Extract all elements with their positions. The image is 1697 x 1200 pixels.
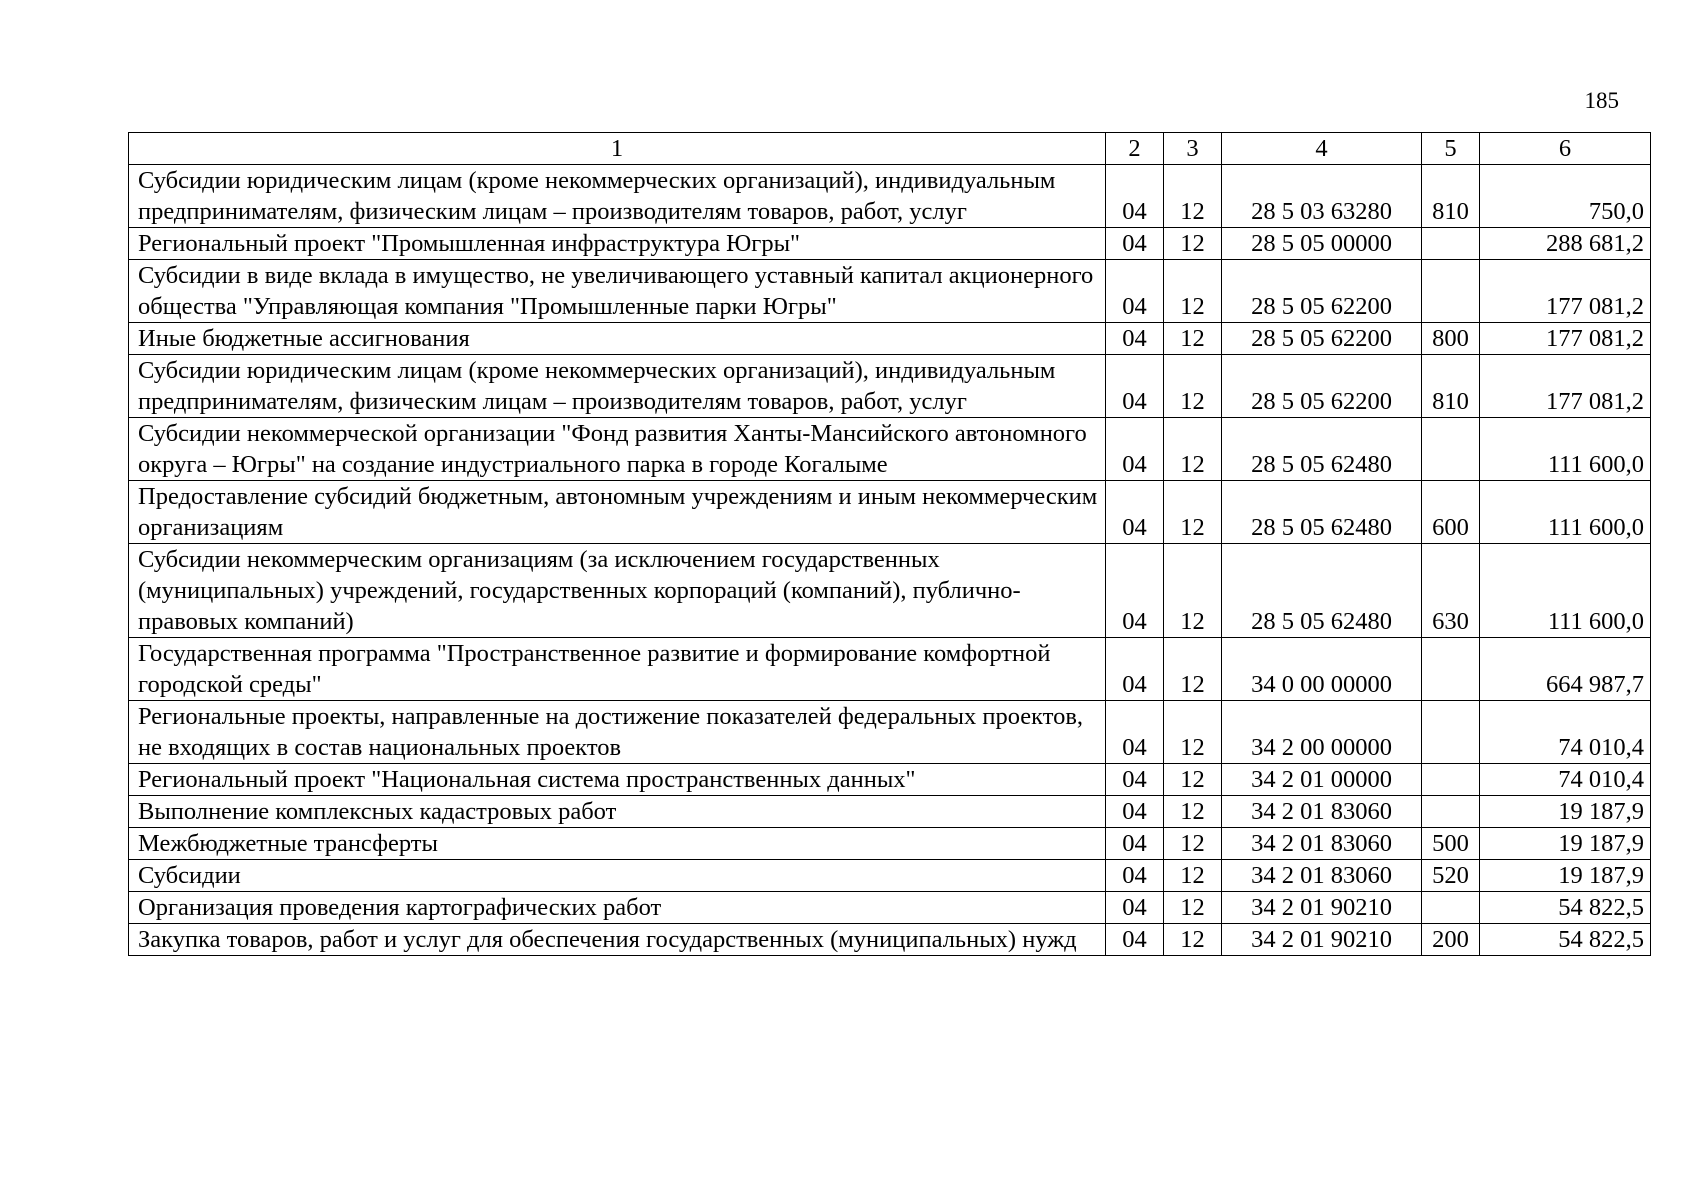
target-article-cell: 28 5 05 62200 xyxy=(1222,323,1422,355)
table-row xyxy=(129,165,1651,228)
table-row xyxy=(129,638,1651,701)
amount-cell: 74 010,4 xyxy=(1480,764,1651,796)
expense-type-cell: 810 xyxy=(1422,165,1480,228)
section-code-cell: 04 xyxy=(1106,355,1164,418)
table-row xyxy=(129,355,1651,418)
row-name-cell: Субсидии в виде вклада в имущество, не увеличивающего уставный капитал акционерного общества "Управляющая компания "Промышленные парки Югры" xyxy=(129,260,1106,323)
row-name-cell: Предоставление субсидий бюджетным, автономным учреждениям и иным некоммерческим организациям xyxy=(129,481,1106,544)
row-name-cell: Субсидии юридическим лицам (кроме некоммерческих организаций), индивидуальным предпринимателям, физическим лицам – производителям товаров, работ, услуг xyxy=(129,355,1106,418)
table-row xyxy=(129,323,1651,355)
target-article-cell: 34 2 01 00000 xyxy=(1222,764,1422,796)
subsection-code-cell: 12 xyxy=(1164,828,1222,860)
expense-type-cell: 600 xyxy=(1422,481,1480,544)
target-article-cell: 34 2 01 83060 xyxy=(1222,860,1422,892)
amount-cell: 288 681,2 xyxy=(1480,228,1651,260)
expense-type-cell xyxy=(1422,796,1480,828)
subsection-code-cell: 12 xyxy=(1164,165,1222,228)
row-name-cell: Иные бюджетные ассигнования xyxy=(129,323,1106,355)
table-row xyxy=(129,892,1651,924)
amount-cell: 177 081,2 xyxy=(1480,355,1651,418)
column-header: 6 xyxy=(1480,133,1651,165)
budget-table xyxy=(128,132,1651,956)
table-row xyxy=(129,544,1651,638)
amount-cell: 54 822,5 xyxy=(1480,892,1651,924)
expense-type-cell xyxy=(1422,892,1480,924)
subsection-code-cell: 12 xyxy=(1164,418,1222,481)
expense-type-cell xyxy=(1422,260,1480,323)
table-row xyxy=(129,228,1651,260)
target-article-cell: 28 5 05 62480 xyxy=(1222,544,1422,638)
amount-cell: 19 187,9 xyxy=(1480,796,1651,828)
table-row xyxy=(129,418,1651,481)
target-article-cell: 28 5 05 62480 xyxy=(1222,418,1422,481)
column-header: 3 xyxy=(1164,133,1222,165)
amount-cell: 750,0 xyxy=(1480,165,1651,228)
expense-type-cell xyxy=(1422,701,1480,764)
section-code-cell: 04 xyxy=(1106,796,1164,828)
column-header: 4 xyxy=(1222,133,1422,165)
table-row xyxy=(129,764,1651,796)
amount-cell: 19 187,9 xyxy=(1480,860,1651,892)
column-header: 5 xyxy=(1422,133,1480,165)
amount-cell: 177 081,2 xyxy=(1480,260,1651,323)
table-row xyxy=(129,924,1651,956)
subsection-code-cell: 12 xyxy=(1164,481,1222,544)
target-article-cell: 28 5 05 00000 xyxy=(1222,228,1422,260)
table-row xyxy=(129,796,1651,828)
section-code-cell: 04 xyxy=(1106,544,1164,638)
target-article-cell: 34 2 01 83060 xyxy=(1222,796,1422,828)
section-code-cell: 04 xyxy=(1106,323,1164,355)
subsection-code-cell: 12 xyxy=(1164,638,1222,701)
expense-type-cell: 520 xyxy=(1422,860,1480,892)
target-article-cell: 28 5 03 63280 xyxy=(1222,165,1422,228)
amount-cell: 111 600,0 xyxy=(1480,481,1651,544)
subsection-code-cell: 12 xyxy=(1164,544,1222,638)
expense-type-cell: 810 xyxy=(1422,355,1480,418)
row-name-cell: Региональные проекты, направленные на достижение показателей федеральных проектов, не входящих в состав национальных проектов xyxy=(129,701,1106,764)
amount-cell: 74 010,4 xyxy=(1480,701,1651,764)
expense-type-cell: 500 xyxy=(1422,828,1480,860)
expense-type-cell: 630 xyxy=(1422,544,1480,638)
subsection-code-cell: 12 xyxy=(1164,355,1222,418)
page-number: 185 xyxy=(1584,88,1619,113)
target-article-cell: 34 2 01 90210 xyxy=(1222,924,1422,956)
row-name-cell: Субсидии некоммерческим организациям (за исключением государственных (муниципальных) учреждений, государственных корпораций (компаний), публично-правовых компаний) xyxy=(129,544,1106,638)
section-code-cell: 04 xyxy=(1106,860,1164,892)
row-name-cell: Субсидии xyxy=(129,860,1106,892)
subsection-code-cell: 12 xyxy=(1164,860,1222,892)
row-name-cell: Субсидии юридическим лицам (кроме некоммерческих организаций), индивидуальным предпринимателям, физическим лицам – производителям товаров, работ, услуг xyxy=(129,165,1106,228)
amount-cell: 111 600,0 xyxy=(1480,544,1651,638)
section-code-cell: 04 xyxy=(1106,828,1164,860)
row-name-cell: Региональный проект "Промышленная инфраструктура Югры" xyxy=(129,228,1106,260)
amount-cell: 111 600,0 xyxy=(1480,418,1651,481)
expense-type-cell: 800 xyxy=(1422,323,1480,355)
subsection-code-cell: 12 xyxy=(1164,764,1222,796)
expense-type-cell xyxy=(1422,228,1480,260)
table-row xyxy=(129,701,1651,764)
header-row xyxy=(129,133,1651,165)
section-code-cell: 04 xyxy=(1106,764,1164,796)
subsection-code-cell: 12 xyxy=(1164,260,1222,323)
target-article-cell: 28 5 05 62480 xyxy=(1222,481,1422,544)
amount-cell: 177 081,2 xyxy=(1480,323,1651,355)
column-header: 1 xyxy=(129,133,1106,165)
section-code-cell: 04 xyxy=(1106,481,1164,544)
subsection-code-cell: 12 xyxy=(1164,892,1222,924)
expense-type-cell xyxy=(1422,638,1480,701)
section-code-cell: 04 xyxy=(1106,228,1164,260)
expense-type-cell: 200 xyxy=(1422,924,1480,956)
amount-cell: 54 822,5 xyxy=(1480,924,1651,956)
target-article-cell: 34 0 00 00000 xyxy=(1222,638,1422,701)
target-article-cell: 28 5 05 62200 xyxy=(1222,355,1422,418)
section-code-cell: 04 xyxy=(1106,701,1164,764)
section-code-cell: 04 xyxy=(1106,924,1164,956)
table-row xyxy=(129,260,1651,323)
section-code-cell: 04 xyxy=(1106,418,1164,481)
subsection-code-cell: 12 xyxy=(1164,796,1222,828)
amount-cell: 664 987,7 xyxy=(1480,638,1651,701)
section-code-cell: 04 xyxy=(1106,638,1164,701)
row-name-cell: Межбюджетные трансферты xyxy=(129,828,1106,860)
expense-type-cell xyxy=(1422,418,1480,481)
subsection-code-cell: 12 xyxy=(1164,323,1222,355)
section-code-cell: 04 xyxy=(1106,892,1164,924)
row-name-cell: Государственная программа "Пространственное развитие и формирование комфортной городской среды" xyxy=(129,638,1106,701)
subsection-code-cell: 12 xyxy=(1164,701,1222,764)
table-row xyxy=(129,828,1651,860)
target-article-cell: 28 5 05 62200 xyxy=(1222,260,1422,323)
table-row xyxy=(129,481,1651,544)
table-body xyxy=(129,165,1651,956)
row-name-cell: Субсидии некоммерческой организации "Фонд развития Ханты-Мансийского автономного округа – Югры" на создание индустриального парка в городе Когалыме xyxy=(129,418,1106,481)
table-header xyxy=(129,133,1651,165)
target-article-cell: 34 2 01 83060 xyxy=(1222,828,1422,860)
row-name-cell: Региональный проект "Национальная система пространственных данных" xyxy=(129,764,1106,796)
row-name-cell: Организация проведения картографических работ xyxy=(129,892,1106,924)
subsection-code-cell: 12 xyxy=(1164,228,1222,260)
section-code-cell: 04 xyxy=(1106,260,1164,323)
table-row xyxy=(129,860,1651,892)
expense-type-cell xyxy=(1422,764,1480,796)
column-header: 2 xyxy=(1106,133,1164,165)
target-article-cell: 34 2 01 90210 xyxy=(1222,892,1422,924)
section-code-cell: 04 xyxy=(1106,165,1164,228)
target-article-cell: 34 2 00 00000 xyxy=(1222,701,1422,764)
subsection-code-cell: 12 xyxy=(1164,924,1222,956)
row-name-cell: Выполнение комплексных кадастровых работ xyxy=(129,796,1106,828)
amount-cell: 19 187,9 xyxy=(1480,828,1651,860)
row-name-cell: Закупка товаров, работ и услуг для обеспечения государственных (муниципальных) нужд xyxy=(129,924,1106,956)
